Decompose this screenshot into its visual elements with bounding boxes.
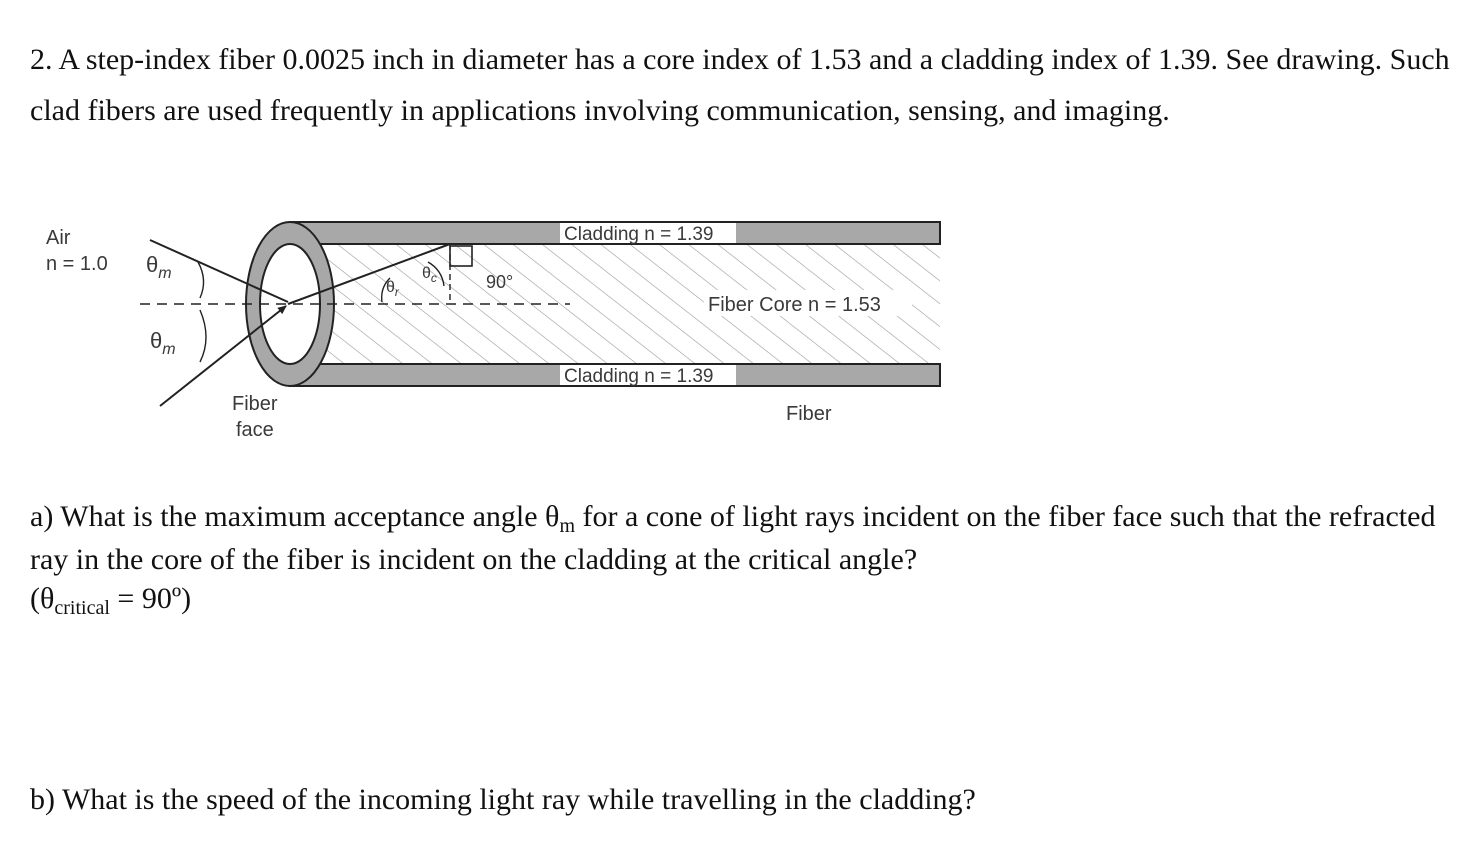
right-angle-label: 90°: [486, 272, 514, 292]
theta-m-lower-arc: [200, 310, 206, 362]
question-intro: 2. A step-index fiber 0.0025 inch in diameter has a core index of 1.53 and a cladding index of 1.39. See drawing. Such clad fibers are used frequently in applications involving communication, sensing, and imaging.: [30, 43, 1450, 127]
part-a-note-close: = 90º): [109, 582, 192, 615]
cladding-bottom-label: Cladding n = 1.39: [564, 366, 714, 387]
fiber-label: Fiber: [786, 403, 832, 425]
theta-m-lower-label: $\theta_m$: [150, 328, 176, 358]
part-a-text-after: for a cone of light rays incident on the fiber face such that the refracted ray in the core of the fiber is incident on the cladding at the critical angle?: [30, 500, 1436, 576]
theta-m-upper-arc: [198, 262, 204, 298]
theta-c-label: $\theta_c$: [422, 265, 437, 285]
fiber-face-label-line1: Fiber: [232, 393, 278, 415]
air-label: Air: [46, 227, 71, 249]
part-a-note-sub: critical: [54, 597, 110, 619]
cladding-top-label: Cladding n = 1.39: [564, 224, 714, 245]
fiber-face-label-line2: face: [236, 419, 274, 441]
part-a-text-before: a) What is the maximum acceptance angle θ: [30, 500, 560, 533]
question-part-b: b) What is the speed of the incoming light ray while travelling in the cladding?: [30, 783, 976, 816]
theta-m-upper-label: $\theta_m$: [146, 252, 172, 282]
fiber-diagram-svg: [30, 210, 960, 460]
fiber-diagram: [30, 210, 960, 460]
fiber-core-label: Fiber Core n = 1.53: [708, 294, 881, 316]
theta-r-label: $\theta_r$: [386, 279, 399, 299]
part-a-theta-sub: m: [559, 515, 575, 537]
question-part-a: [30, 497, 1450, 622]
air-index-label: n = 1.0: [46, 253, 108, 275]
part-a-note-open: (θ: [30, 582, 55, 615]
